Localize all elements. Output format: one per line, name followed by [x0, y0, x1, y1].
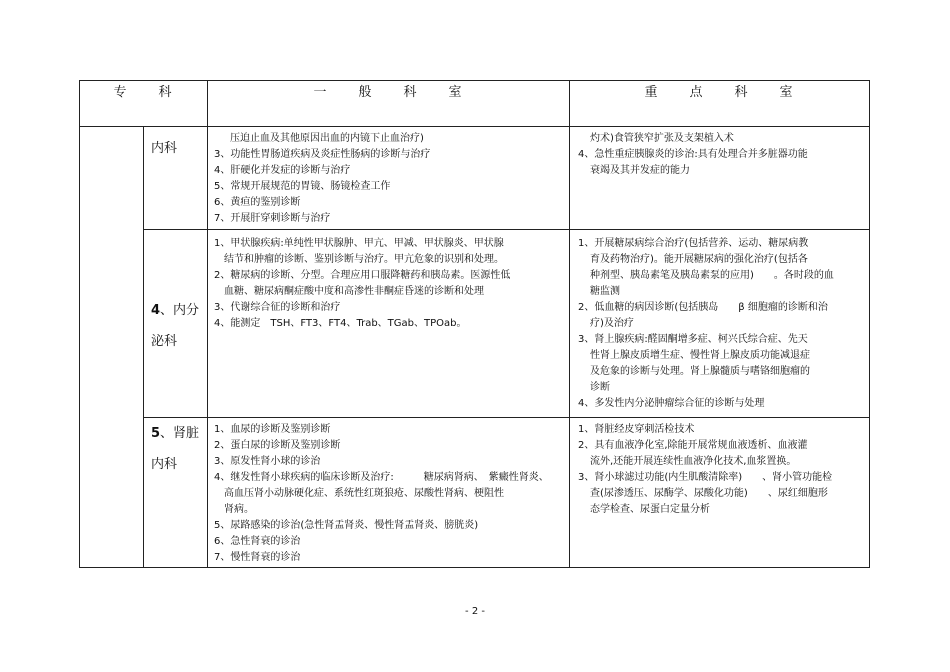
list-item: 4、肝硬化并发症的诊断与治疗	[214, 165, 351, 176]
list-item: 血糖、糖尿病酮症酸中度和高渗性非酮症昏迷的诊断和处理	[224, 286, 485, 297]
list-item: 态学检查、尿蛋白定量分析	[590, 504, 711, 515]
list-item: 3、原发性肾小球的诊治	[214, 456, 321, 467]
list-item: 3、功能性胃肠道疾病及炎症性肠病的诊断与治疗	[214, 149, 431, 160]
key-dept-cell	[570, 418, 870, 568]
list-item: 1、肾脏经皮穿刺活检技术	[578, 424, 695, 435]
list-item: 诊断	[590, 382, 611, 393]
header-general-dept: 一 般 科 室	[208, 81, 570, 127]
specialty-label: 泌科	[151, 334, 178, 349]
header-specialty: 专 科	[80, 81, 208, 127]
list-item: 灼术)食管狭窄扩张及支架植入术	[590, 133, 734, 144]
list-item: 2、具有血液净化室,除能开展常规血液透析、血液灌	[578, 440, 808, 451]
list-item: 3、肾小球滤过功能(内生肌酸清除率) 、肾小管功能检	[578, 472, 833, 483]
specialty-cell	[144, 127, 208, 230]
specialty-label: 、内分	[160, 303, 200, 318]
list-item: 1、血尿的诊断及鉴别诊断	[214, 424, 331, 435]
specialty-number: 4	[151, 303, 161, 318]
list-item: 4、继发性肾小球疾病的临床诊断及治疗: 糖尿病肾病、 紫癜性肾炎、	[214, 472, 549, 483]
list-item: 及危象的诊断与处理。肾上腺髓质与嗜铬细胞瘤的	[590, 366, 811, 377]
specialty-cell	[144, 418, 208, 568]
specialty-name: 内科	[151, 141, 178, 156]
table-row	[80, 230, 870, 418]
list-item: 查(尿渗透压、尿酶学、尿酸化功能) 、尿红细胞形	[590, 488, 828, 499]
table-row	[80, 127, 870, 230]
specialty-name	[144, 418, 207, 480]
list-item: 1、开展糖尿病综合治疗(包括营养、运动、糖尿病教	[578, 238, 809, 249]
list-item: 流外,还能开展连续性血液净化技术,血浆置换。	[590, 456, 797, 467]
general-dept-cell	[208, 127, 570, 230]
department-table	[79, 80, 870, 568]
list-item: 压迫止血及其他原因出血的内镜下止血治疗)	[230, 133, 424, 144]
list-item: 性肾上腺皮质增生症、慢性肾上腺皮质功能减退症	[590, 350, 811, 361]
list-item: 肾病。	[224, 504, 255, 515]
list-item: 2、蛋白尿的诊断及鉴别诊断	[214, 440, 341, 451]
blank-left-cell	[80, 127, 144, 568]
list-item: 疗)及治疗	[590, 318, 634, 329]
list-item: 衰竭及其并发症的能力	[590, 165, 691, 176]
list-item: 6、黄疸的鉴别诊断	[214, 197, 301, 208]
list-item: 1、甲状腺疾病:单纯性甲状腺肿、甲亢、甲减、甲状腺炎、甲状腺	[214, 238, 504, 249]
header-key-dept: 重 点 科 室	[570, 81, 870, 127]
general-dept-cell	[208, 230, 570, 418]
list-item: 5、常规开展规范的胃镜、肠镜检查工作	[214, 181, 391, 192]
specialty-number: 5	[151, 426, 161, 441]
list-item: 2、糖尿病的诊断、分型。合理应用口服降糖药和胰岛素。医源性低	[214, 270, 511, 281]
table-header-row	[80, 81, 870, 127]
specialty-label: 内科	[151, 457, 178, 472]
list-item: 7、开展肝穿刺诊断与治疗	[214, 213, 331, 224]
specialty-name	[144, 230, 207, 357]
specialty-cell	[144, 230, 208, 418]
general-dept-cell	[208, 418, 570, 568]
list-item: 2、低血糖的病因诊断(包括胰岛 β 细胞瘤的诊断和治	[578, 302, 828, 313]
list-item: 3、代谢综合征的诊断和治疗	[214, 302, 341, 313]
list-item: 4、能测定 TSH、FT3、FT4、Trab、TGab、TPOab。	[214, 318, 467, 329]
list-item: 高血压肾小动脉硬化症、系统性红斑狼疮、尿酸性肾病、梗阻性	[224, 488, 505, 499]
page-number: - 2 -	[465, 606, 485, 617]
list-item: 结节和肿瘤的诊断、鉴别诊断与治疗。甲亢危象的识别和处理。	[224, 254, 505, 265]
list-item: 4、多发性内分泌肿瘤综合征的诊断与处理	[578, 398, 765, 409]
table-row	[80, 418, 870, 568]
list-item: 糖监测	[590, 286, 621, 297]
list-item: 3、肾上腺疾病:醛固酮增多症、柯兴氏综合症、先天	[578, 334, 808, 345]
list-item: 育及药物治疗)。能开展糖尿病的强化治疗(包括各	[590, 254, 808, 265]
key-dept-cell	[570, 127, 870, 230]
list-item: 4、急性重症胰腺炎的诊治:具有处理合并多脏器功能	[578, 149, 808, 160]
list-item: 种剂型、胰岛素笔及胰岛素泵的应用) 。各时段的血	[590, 270, 834, 281]
list-item: 5、尿路感染的诊治(急性肾盂肾炎、慢性肾盂肾炎、膀胱炎)	[214, 520, 479, 531]
list-item: 7、慢性肾衰的诊治	[214, 552, 301, 563]
key-dept-cell	[570, 230, 870, 418]
specialty-label: 、肾脏	[160, 426, 200, 441]
list-item: 6、急性肾衰的诊治	[214, 536, 301, 547]
